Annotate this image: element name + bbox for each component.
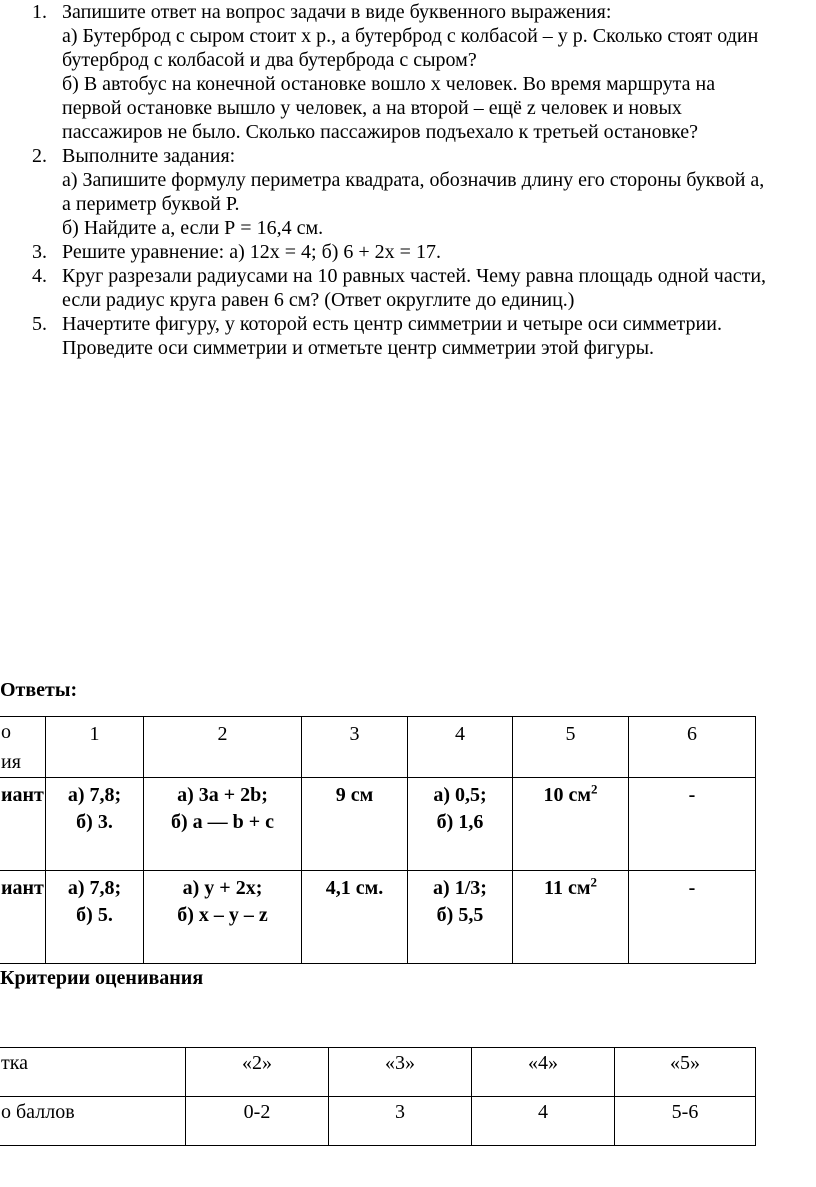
task-line: б) В автобус на конечной остановке вошло x человек. Во время маршрута на bbox=[62, 73, 716, 95]
answer-cell: а) 1/3; б) 5,5 bbox=[408, 871, 513, 964]
task-line: а) Запишите формулу периметра квадрата, обозначив длину его стороны буквой а, bbox=[62, 169, 765, 191]
task-number: 2. bbox=[32, 145, 47, 167]
task-4 bbox=[32, 264, 812, 312]
task-3 bbox=[32, 240, 812, 264]
answer-cell: а) 7,8; б) 5. bbox=[46, 871, 144, 964]
answer-cell: а) 3a + 2b; б) a — b + c bbox=[144, 778, 302, 871]
task-2 bbox=[32, 144, 812, 240]
task-line: Проведите оси симметрии и отметьте центр симметрии этой фигуры. bbox=[62, 337, 655, 359]
variant-cell: иант bbox=[0, 871, 46, 964]
criteria-cell: 3 bbox=[329, 1097, 472, 1146]
answer-cell: 4,1 см. bbox=[302, 871, 408, 964]
task-line: б) Найдите а, если Р = 16,4 см. bbox=[62, 217, 324, 239]
variant-cell: иант bbox=[0, 778, 46, 871]
answers-row bbox=[0, 778, 756, 871]
task-1 bbox=[32, 0, 812, 144]
answer-cell: - bbox=[629, 871, 756, 964]
answer-cell: 9 см bbox=[302, 778, 408, 871]
answer-cell: а) 7,8; б) 3. bbox=[46, 778, 144, 871]
task-number: 1. bbox=[32, 1, 47, 23]
criteria-title: Критерии оценивания bbox=[0, 967, 204, 989]
answers-header-cell: 5 bbox=[513, 717, 629, 778]
task-5 bbox=[32, 312, 812, 360]
task-line: Круг разрезали радиусами на 10 равных частей. Чему равна площадь одной части, bbox=[62, 265, 767, 287]
answers-header-cell: 4 bbox=[408, 717, 513, 778]
task-line: первой остановке вышло y человек, а на второй – ещё z человек и новых bbox=[62, 97, 682, 119]
answers-title: Ответы: bbox=[0, 679, 78, 701]
criteria-cell: тка bbox=[0, 1048, 186, 1097]
task-line: пассажиров не было. Сколько пассажиров подъехало к третьей остановке? bbox=[62, 121, 698, 143]
criteria-header-row bbox=[0, 1048, 756, 1097]
task-line: бутерброд с колбасой и два бутерброда с сыром? bbox=[62, 49, 477, 71]
task-number: 3. bbox=[32, 241, 47, 263]
answers-row bbox=[0, 871, 756, 964]
task-number: 4. bbox=[32, 265, 47, 287]
answer-cell: а) 0,5; б) 1,6 bbox=[408, 778, 513, 871]
task-line: Выполните задания: bbox=[62, 145, 236, 167]
criteria-cell: «2» bbox=[186, 1048, 329, 1097]
task-line: если радиус круга равен 6 см? (Ответ округлите до единиц.) bbox=[62, 289, 575, 311]
answers-header-cell: 1 bbox=[46, 717, 144, 778]
answers-table bbox=[0, 716, 756, 964]
criteria-cell: 4 bbox=[472, 1097, 615, 1146]
criteria-table bbox=[0, 1047, 756, 1146]
answers-header-cell: 6 bbox=[629, 717, 756, 778]
answer-cell: - bbox=[629, 778, 756, 871]
criteria-score-row bbox=[0, 1097, 756, 1146]
task-line: Решите уравнение: а) 12x = 4; б) 6 + 2x = 17. bbox=[62, 241, 441, 263]
task-line: Начертите фигуру, у которой есть центр симметрии и четыре оси симметрии. bbox=[62, 313, 722, 335]
task-line: Запишите ответ на вопрос задачи в виде буквенного выражения: bbox=[62, 1, 612, 23]
criteria-cell: «4» bbox=[472, 1048, 615, 1097]
task-line: а) Бутерброд с сыром стоит x р., а бутерброд с колбасой – y р. Сколько стоят один bbox=[62, 25, 759, 47]
answers-header-cell: 2 bbox=[144, 717, 302, 778]
answer-cell: а) y + 2x; б) x – y – z bbox=[144, 871, 302, 964]
criteria-cell: «3» bbox=[329, 1048, 472, 1097]
answer-cell: 10 $см^2$ bbox=[513, 778, 629, 871]
answers-header-row bbox=[0, 717, 756, 778]
answers-header-cell: 3 bbox=[302, 717, 408, 778]
task-list bbox=[32, 0, 812, 360]
criteria-cell: 5-6 bbox=[615, 1097, 756, 1146]
task-number: 5. bbox=[32, 313, 47, 335]
criteria-cell: о баллов bbox=[0, 1097, 186, 1146]
task-line: а периметр буквой Р. bbox=[62, 193, 240, 215]
answer-cell: 11 $см^2$ bbox=[513, 871, 629, 964]
answers-header-cell: о ия bbox=[0, 717, 46, 778]
criteria-cell: 0-2 bbox=[186, 1097, 329, 1146]
criteria-cell: «5» bbox=[615, 1048, 756, 1097]
